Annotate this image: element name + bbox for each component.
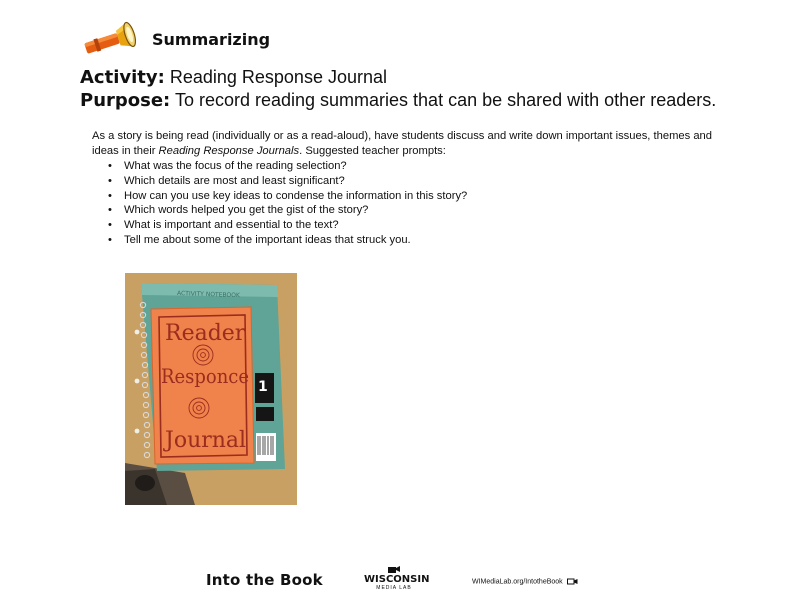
prompt-item: • Which words helped you get the gist of the story? [92,203,732,218]
prompt-item: • What was the focus of the reading selection? [92,159,732,174]
svg-text:ACTIVITY NOTEBOOK: ACTIVITY NOTEBOOK [176,290,240,300]
page-header [80,18,270,58]
journal-title-line-3: Journal [165,428,247,453]
intro-paragraph [92,129,732,159]
prompt-item: • How can you use key ideas to condense the information in this story? [92,189,732,204]
prompt-item: • Which details are most and least significant? [92,174,732,189]
activity-purpose [80,66,716,112]
journal-photo [125,273,297,505]
journal-title-line-2: Responce [161,364,249,388]
purpose-label: Purpose: [80,90,171,111]
camera-icon [567,578,578,585]
wisconsin-label: WISCONSIN [364,574,430,585]
camera-icon [387,565,401,573]
purpose-line [80,89,716,112]
prompt-item: • Tell me about some of the important ideas that struck you. [92,233,732,248]
instructions [92,129,732,248]
footer-url [472,578,578,585]
activity-value: Reading Response Journal [169,67,387,87]
activity-line [80,66,716,89]
media-lab-label: MEDIA LAB [376,585,412,591]
purpose-value: To record reading summaries that can be shared with other readers. [174,90,717,110]
teacher-prompts-list [92,159,732,248]
into-the-book-logo: Into the Book [206,571,323,589]
activity-label: Activity: [80,67,165,88]
intro-text-after: . Suggested teacher prompts: [299,145,446,157]
journal-title-line-1: Reader [165,321,246,346]
section-title: Summarizing [152,29,271,49]
notebook-number: 1 [258,379,268,395]
prompt-item: • What is important and essential to the text? [92,218,732,233]
flashlight-icon [80,18,148,58]
intro-emphasis: Reading Response Journals [158,145,300,157]
intro-text-before: As a story is being read (individually or as a read-aloud), have students discuss and write down important issues, themes and ideas in their [92,130,712,157]
wisconsin-media-lab-logo [364,565,430,591]
page-footer [0,565,788,605]
footer-url-text: WIMediaLab.org/IntotheBook [472,578,563,586]
